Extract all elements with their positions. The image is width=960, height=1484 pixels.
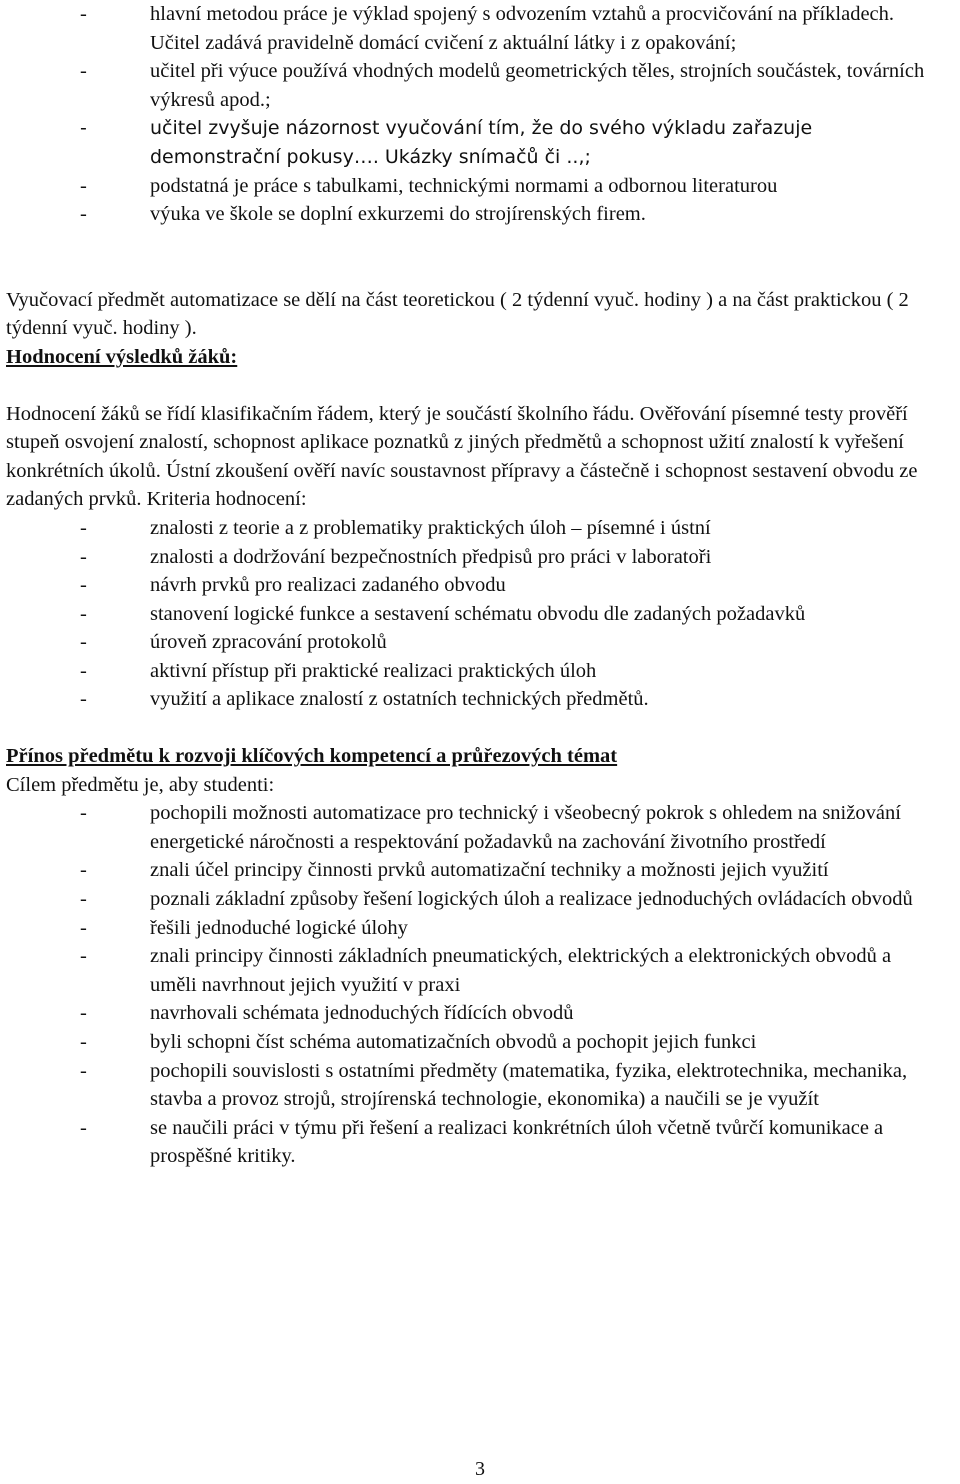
evaluation-paragraph: Hodnocení žáků se řídí klasifikačním řádem, který je součástí školního řádu. Ověřování písemné testy prověří stupeň osvojení znalostí, schopnost aplikace poznatků z jiných předmětů a schopnost užití znalostí k vyřešení konkrétních úkolů. Ústní zkoušení ověří navíc soustavnost přípravy a částečně i schopnost sestavení obvodu ze zadaných prvků. Kriteria hodnocení: — [6, 402, 918, 511]
list-dash: - — [80, 945, 87, 968]
list-item: - řešili jednoduché logické úlohy — [0, 914, 960, 943]
list-item: - pochopili souvislosti s ostatními předměty (matematika, fyzika, elektrotechnika, mechanika, stavba a provoz strojů, strojírenská technologie, ekonomika) a naučili se je využít — [0, 1057, 960, 1114]
evaluation-heading: Hodnocení výsledků žáků: — [6, 345, 238, 368]
list-dash: - — [80, 631, 87, 654]
list-item: - poznali základní způsoby řešení logických úloh a realizace jednoduchých ovládacích obvodů — [0, 885, 960, 914]
list-dash: - — [80, 888, 87, 911]
page-number: 3 — [475, 1458, 485, 1480]
list-item: - návrh prvků pro realizaci zadaného obvodu — [0, 571, 960, 600]
list-dash: - — [80, 1031, 87, 1053]
list-item: - znalosti z teorie a z problematiky praktických úloh – písemné i ústní — [0, 514, 960, 543]
list-dash: - — [80, 117, 87, 140]
teaching-methods-list — [0, 0, 960, 229]
list-dash: - — [80, 602, 87, 625]
list-dash: - — [80, 802, 87, 825]
list-item: - pochopili možnosti automatizace pro technický i všeobecný pokrok s ohledem na snižování energetické náročnosti a respektování požadavků na zachování životního prostředí — [0, 799, 960, 856]
competencies-intro: Cílem předmětu je, aby studenti: — [6, 773, 275, 796]
list-dash: - — [80, 174, 87, 197]
list-dash: - — [80, 1116, 87, 1139]
list-item: - aktivní přístup při praktické realizaci praktických úloh — [0, 657, 960, 686]
list-dash: - — [80, 3, 87, 25]
list-item: - znalosti a dodržování bezpečnostních předpisů pro práci v laboratoři — [0, 543, 960, 572]
list-dash: - — [80, 516, 87, 539]
list-item: - byli schopni číst schéma automatizačních obvodů a pochopit jejich funkci — [0, 1028, 960, 1057]
spacer — [0, 714, 960, 742]
list-dash: - — [80, 688, 87, 711]
list-item: - učitel při výuce používá vhodných modelů geometrických těles, strojních součástek, továrních výkresů apod.; — [0, 57, 960, 114]
list-item: - využití a aplikace znalostí z ostatních technických předmětů. — [0, 685, 960, 714]
list-item: - znali principy činnosti základních pneumatických, elektrických a elektronických obvodů a uměli navrhnout jejich využití v praxi — [0, 942, 960, 999]
learning-goals-list — [0, 799, 960, 1171]
list-item: - podstatná je práce s tabulkami, technickými normami a odbornou literaturou — [0, 172, 960, 201]
list-dash: - — [80, 545, 87, 568]
list-item: - učitel zvyšuje názornost vyučování tím, že do svého výkladu zařazuje demonstrační pokusy…. Ukázky snímačů či ..,; — [0, 114, 960, 171]
list-item: - se naučili práci v týmu při řešení a realizaci konkrétních úloh včetně tvůrčí komunikace a prospěšné kritiky. — [0, 1114, 960, 1171]
list-dash: - — [80, 203, 87, 226]
list-item: - znali účel principy činnosti prvků automatizační techniky a možnosti jejich využití — [0, 856, 960, 885]
spacer — [0, 229, 960, 286]
list-dash: - — [80, 60, 87, 83]
list-dash: - — [80, 1002, 87, 1025]
list-dash: - — [80, 659, 87, 682]
list-item: - hlavní metodou práce je výklad spojený s odvozením vztahů a procvičování na příkladech. Učitel zadává pravidelně domácí cvičení z aktuální látky i z opakování; — [0, 0, 960, 57]
list-dash: - — [80, 916, 87, 939]
list-item: - navrhovali schémata jednoduchých řídících obvodů — [0, 999, 960, 1028]
list-item: - výuka ve škole se doplní exkurzemi do strojírenských firem. — [0, 200, 960, 229]
subject-split-paragraph: Vyučovací předmět automatizace se dělí na část teoretickou ( 2 týdenní vyuč. hodiny ) a na část praktickou ( 2 týdenní vyuč. hodiny ). — [6, 288, 909, 340]
spacer — [0, 372, 960, 400]
competencies-heading: Přínos předmětu k rozvoji klíčových kompetencí a průřezových témat — [6, 745, 618, 768]
list-dash: - — [80, 1059, 87, 1082]
list-dash: - — [80, 859, 87, 882]
list-dash: - — [80, 574, 87, 597]
evaluation-criteria-list — [0, 514, 960, 714]
list-item: - úroveň zpracování protokolů — [0, 628, 960, 657]
list-item: - stanovení logické funkce a sestavení schématu obvodu dle zadaných požadavků — [0, 600, 960, 629]
